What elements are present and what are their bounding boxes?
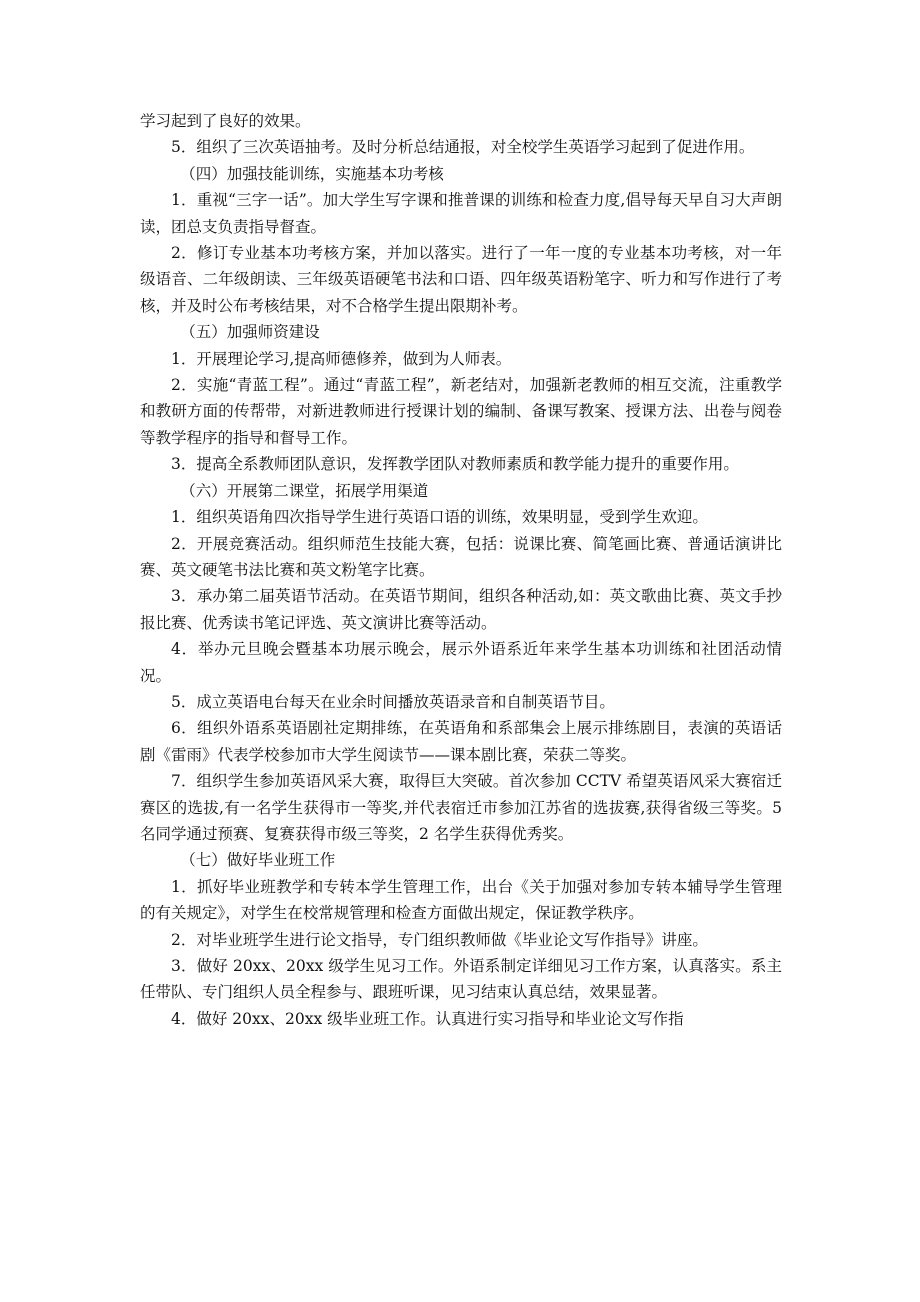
section-heading: （七）做好毕业班工作 <box>180 851 336 870</box>
section-heading: （四）加强技能训练，实施基本功考核 <box>180 164 444 183</box>
list-item: 6．组织外语系英语剧社定期排练，在英语角和系部集会上展示排练剧目，表演的英语话剧《雷雨》代表学校参加市大学生阅读节——课本剧比赛，荣获二等奖。 <box>140 719 782 764</box>
document-body <box>140 108 782 1032</box>
list-item: 2．修订专业基本功考核方案，并加以落实。进行了一年一度的专业基本功考核，对一年级语音、二年级朗读、三年级英语硬笔书法和口语、四年级英语粉笔字、听力和写作进行了考核，并及时公布考核结果，对不合格学生提出限期补考。 <box>140 244 782 315</box>
paragraph-intro-tail: 学习起到了良好的效果。 <box>140 112 311 130</box>
list-item: 1．重视“三字一话”。加大学生写字课和推普课的训练和检查力度,倡导每天早自习大声朗读，团总支负责指导督查。 <box>140 191 782 236</box>
list-item: 3．做好 20xx、20xx 级学生见习工作。外语系制定详细见习工作方案，认真落实。系主任带队、专门组织人员全程参与、跟班听课，见习结束认真总结，效果显著。 <box>140 957 782 1002</box>
list-item: 4．举办元旦晚会暨基本功展示晚会，展示外语系近年来学生基本功训练和社团活动情况。 <box>140 640 782 685</box>
list-item: 2．实施“青蓝工程”。通过“青蓝工程”，新老结对，加强新老教师的相互交流，注重教学和教研方面的传帮带，对新进教师进行授课计划的编制、备课写教案、授课方法、出卷与阅卷等教学程序的指导和督导工作。 <box>140 376 782 447</box>
list-item: 1．组织英语角四次指导学生进行英语口语的训练，效果明显，受到学生欢迎。 <box>171 508 708 527</box>
list-item: 3．承办第二届英语节活动。在英语节期间，组织各种活动,如：英文歌曲比赛、英文手抄报比赛、优秀读书笔记评选、英文演讲比赛等活动。 <box>140 587 782 632</box>
list-item: 4．做好 20xx、20xx 级毕业班工作。认真进行实习指导和毕业论文写作指 <box>171 1009 684 1028</box>
list-item: 2．开展竞赛活动。组织师范生技能大赛，包括：说课比赛、简笔画比赛、普通话演讲比赛、英文硬笔书法比赛和英文粉笔字比赛。 <box>140 534 782 579</box>
section-heading: （六）开展第二课堂，拓展学用渠道 <box>180 481 429 500</box>
list-item: 3．提高全系教师团队意识，发挥教学团队对教师素质和教学能力提升的重要作用。 <box>171 455 739 474</box>
section-heading: （五）加强师资建设 <box>180 323 320 342</box>
list-item: 2．对毕业班学生进行论文指导，专门组织教师做《毕业论文写作指导》讲座。 <box>171 930 708 949</box>
list-item: 7．组织学生参加英语风采大赛，取得巨大突破。首次参加 CCTV 希望英语风采大赛宿迁赛区的选拔,有一名学生获得市一等奖,并代表宿迁市参加江苏省的选拔赛,获得省级三等奖。5 名同学通过预赛、复赛获得市级三等奖，2 名学生获得优秀奖。 <box>140 772 782 843</box>
list-item: 5．成立英语电台每天在业余时间播放英语录音和自制英语节目。 <box>171 692 615 711</box>
list-item: 1．抓好毕业班教学和专转本学生管理工作，出台《关于加强对参加专转本辅导学生管理的有关规定》，对学生在校常规管理和检查方面做出规定，保证教学秩序。 <box>140 877 782 923</box>
list-item: 1．开展理论学习,提高师德修养，做到为人师表。 <box>171 349 512 368</box>
list-item: 5．组织了三次英语抽考。及时分析总结通报，对全校学生英语学习起到了促进作用。 <box>171 138 755 157</box>
